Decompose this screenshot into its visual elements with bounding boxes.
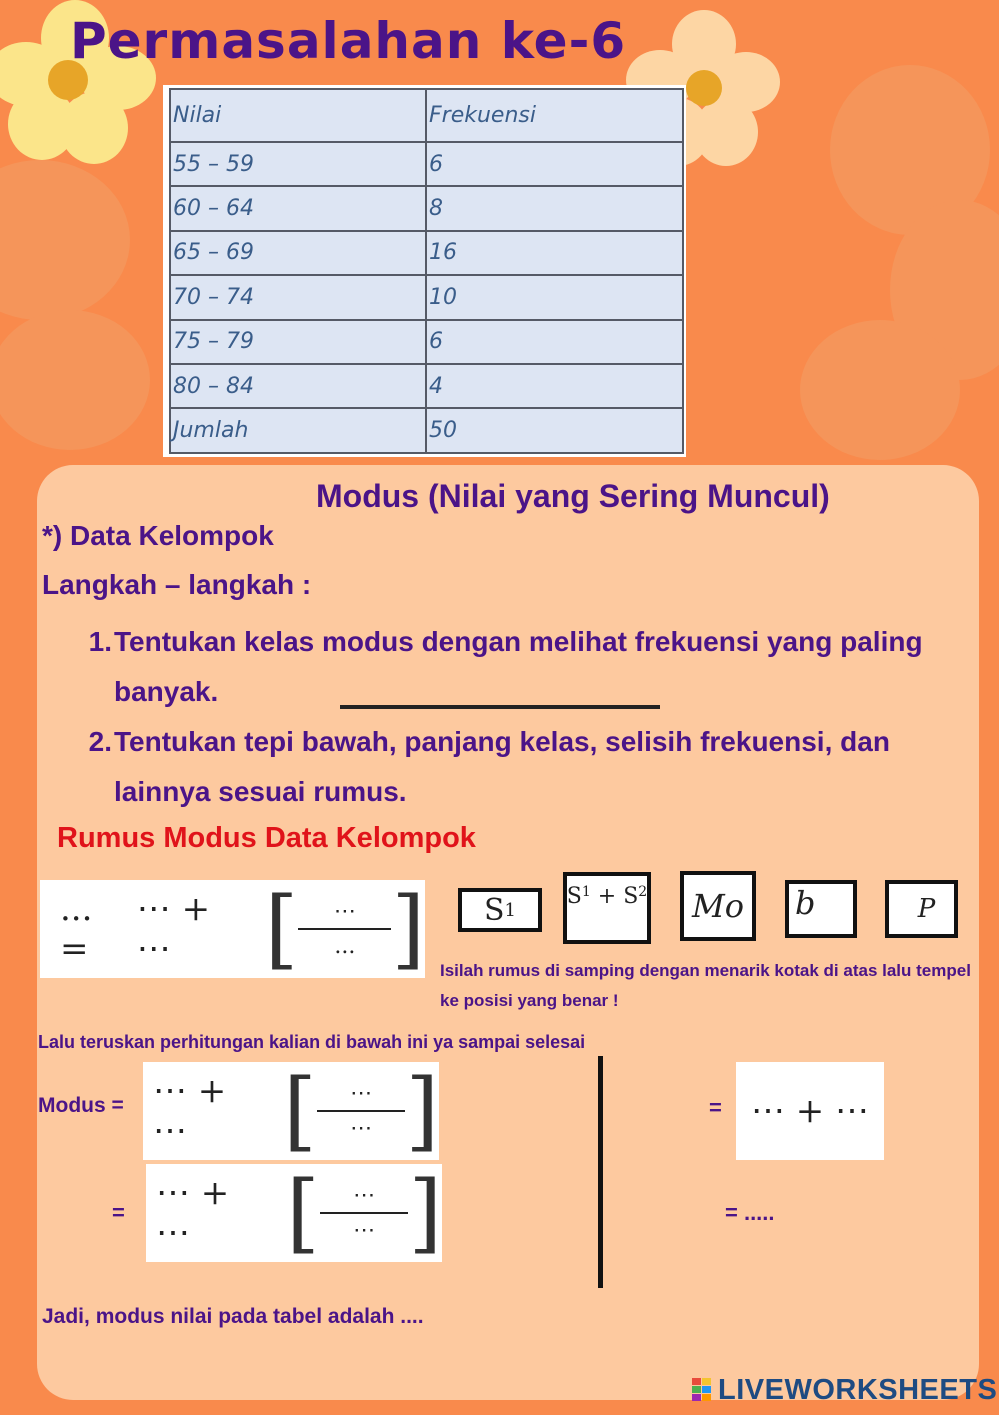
steps-list	[80, 617, 970, 817]
table-row	[170, 186, 683, 230]
fraction-line	[320, 1212, 409, 1214]
chip-mo[interactable]: Mo	[680, 871, 756, 941]
modus-label: Modus =	[38, 1094, 124, 1117]
cell-nilai: 80 – 84	[170, 364, 426, 408]
chip-s1s2-s: S	[623, 884, 639, 909]
frequency-table	[169, 88, 684, 454]
fraction-line	[298, 928, 391, 930]
frequency-table-container	[163, 85, 686, 457]
chip-b[interactable]: b	[785, 880, 857, 938]
chip-s1s2-sub1: 1	[581, 884, 591, 900]
cell-frekuensi: 8	[426, 186, 683, 230]
equals-sign: =	[112, 1200, 125, 1225]
langkah-label: Langkah – langkah :	[42, 569, 312, 600]
cell-frekuensi: 16	[426, 231, 683, 275]
calc-numerator: ⋯	[350, 1081, 373, 1106]
calc-denominator: ⋯	[353, 1218, 376, 1243]
formula-numerator: ⋯	[333, 899, 356, 924]
page-title: Permasalahan ke-6	[70, 12, 627, 70]
divider-line	[598, 1056, 603, 1288]
step-text: Tentukan tepi bawah, panjang kelas, selisih frekuensi, dan lainnya sesuai rumus.	[114, 726, 890, 807]
cell-frekuensi: 4	[426, 364, 683, 408]
calc-denominator: ⋯	[350, 1116, 373, 1141]
conclusion-text: Jadi, modus nilai pada tabel adalah ....	[42, 1305, 424, 1328]
header-nilai: Nilai	[170, 89, 426, 142]
liveworksheets-logo-icon	[692, 1378, 712, 1402]
chip-s1-plus-s2[interactable]	[563, 872, 651, 944]
cell-frekuensi: 10	[426, 275, 683, 319]
table-row	[170, 231, 683, 275]
calc-numerator: ⋯	[353, 1183, 376, 1208]
instruction-text: Isilah rumus di samping dengan menarik kotak di atas lalu tempel ke posisi yang benar !	[440, 961, 971, 1010]
right-equals-sign: =	[709, 1095, 722, 1120]
chip-s1s2-sub2: 2	[638, 884, 648, 900]
calc-term: ⋯ + ⋯	[156, 1173, 230, 1253]
flower-shadow-decoration-left	[0, 160, 170, 460]
flower-shadow-decoration	[760, 60, 999, 480]
table-row	[170, 142, 683, 186]
step-number: 2.	[88, 726, 112, 757]
data-kelompok-label: *) Data Kelompok	[42, 520, 274, 551]
right-bracket-icon: ]	[405, 1061, 439, 1161]
cell-jumlah-label: Jumlah	[170, 408, 426, 452]
formula-denominator: ...	[334, 934, 356, 959]
chip-s1-subscript: 1	[504, 899, 516, 921]
calc-term: ⋯ + ⋯	[153, 1071, 227, 1151]
cell-nilai: 70 – 74	[170, 275, 426, 319]
calc-box-3[interactable]	[736, 1062, 884, 1160]
chip-s1s2-s: S	[566, 884, 582, 909]
table-total-row	[170, 408, 683, 452]
brand-name: LIVEWORKSHEETS	[718, 1374, 998, 1406]
cell-nilai: 65 – 69	[170, 231, 426, 275]
formula-fraction	[298, 899, 391, 959]
rumus-title: Rumus Modus Data Kelompok	[57, 822, 476, 854]
step-number: 1.	[88, 626, 112, 657]
calc-fraction	[317, 1081, 406, 1141]
formula-term: ⋯ + ⋯	[136, 889, 211, 969]
continue-text: Lalu teruskan perhitungan kalian di bawah ini ya sampai selesai	[38, 1032, 586, 1052]
right-bracket-icon: ]	[408, 1163, 442, 1263]
answer-blank-line	[340, 705, 660, 709]
left-bracket-icon: [	[283, 1061, 317, 1161]
calc-box-1[interactable]	[143, 1062, 439, 1160]
table-row	[170, 275, 683, 319]
chip-s1[interactable]	[458, 888, 542, 932]
calc-right-term: ⋯ + ⋯	[750, 1091, 870, 1131]
left-bracket-icon: [	[264, 879, 299, 979]
section-heading: Modus (Nilai yang Sering Muncul)	[316, 478, 830, 514]
right-bracket-icon: ]	[391, 879, 425, 979]
table-row	[170, 364, 683, 408]
cell-nilai: 60 – 64	[170, 186, 426, 230]
formula-template[interactable]	[40, 880, 425, 978]
chip-s1-letter: S	[483, 892, 505, 928]
cell-jumlah-value: 50	[426, 408, 683, 452]
final-answer-blank[interactable]: = .....	[725, 1200, 775, 1225]
fraction-line	[317, 1110, 406, 1112]
cell-frekuensi: 6	[426, 320, 683, 364]
cell-frekuensi: 6	[426, 142, 683, 186]
step-item	[80, 717, 970, 817]
calc-box-2[interactable]	[146, 1164, 442, 1262]
step-text: Tentukan kelas modus dengan melihat frekuensi yang paling banyak.	[114, 626, 923, 707]
cell-nilai: 75 – 79	[170, 320, 426, 364]
header-frekuensi: Frekuensi	[426, 89, 683, 142]
cell-nilai: 55 – 59	[170, 142, 426, 186]
formula-lhs: ... =	[60, 889, 93, 969]
chip-p[interactable]: P	[885, 880, 958, 938]
calc-fraction	[320, 1183, 409, 1243]
table-row	[170, 320, 683, 364]
step-item	[80, 617, 970, 717]
chip-s1s2-plus: +	[590, 884, 624, 909]
left-bracket-icon: [	[286, 1163, 320, 1263]
table-header-row	[170, 89, 683, 142]
